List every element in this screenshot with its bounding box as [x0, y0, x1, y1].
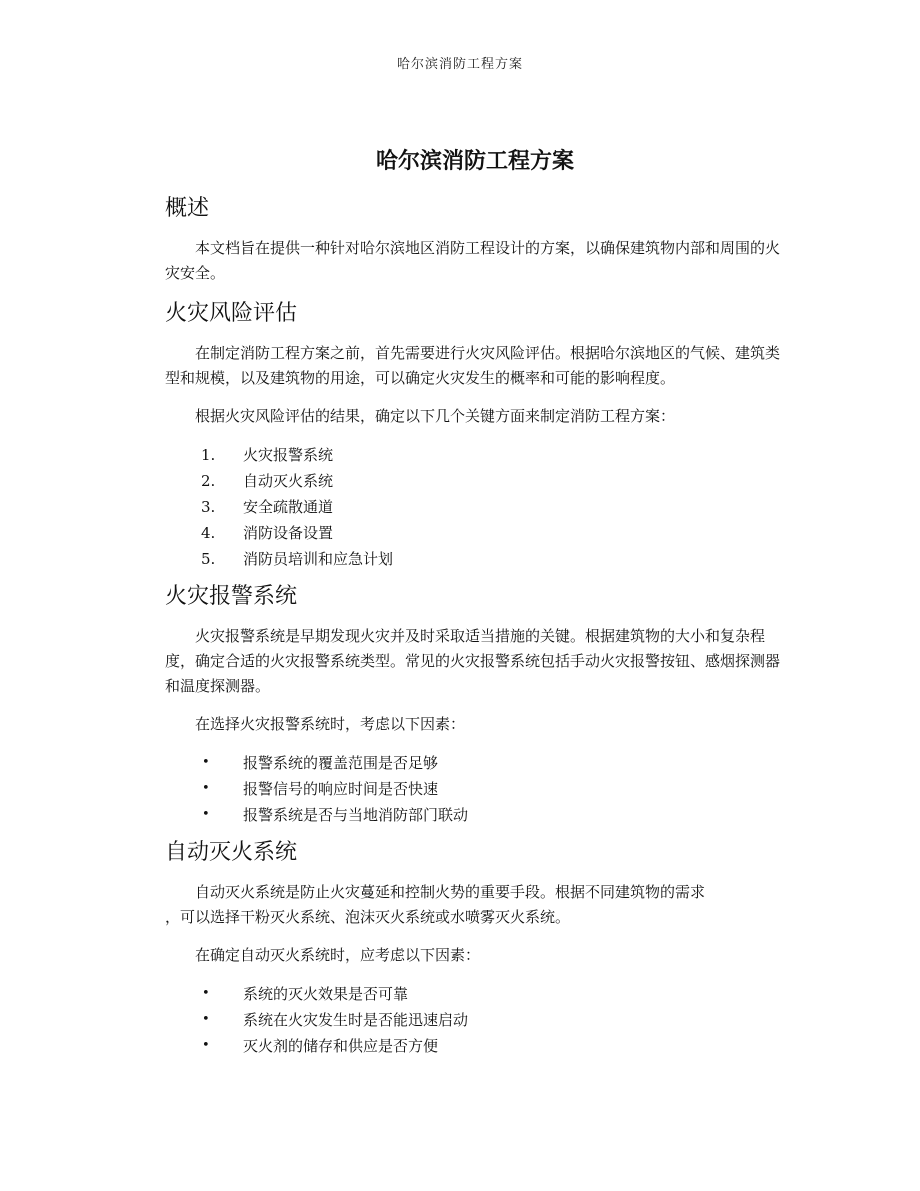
alarm-paragraph-1-text: 火灾报警系统是早期发现火灾并及时采取适当措施的关键。根据建筑物的大小和复杂程度，确定合适的火灾报警系统类型。常见的火灾报警系统包括手动火灾报警按钮、感烟探测器和温度探测器。: [165, 627, 781, 695]
list-number: 5.: [201, 550, 216, 568]
document-body: [165, 146, 785, 1069]
list-number: 3.: [201, 498, 216, 516]
extinguish-paragraph-2-text: 在确定自动灭火系统时，应考虑以下因素：: [195, 946, 481, 964]
section-heading-risk: 火灾风险评估: [165, 301, 298, 326]
list-item-text: 报警系统的覆盖范围是否足够: [243, 754, 439, 772]
list-item: [165, 546, 785, 572]
list-item: [165, 776, 785, 802]
list-item: [165, 1007, 785, 1033]
section-heading-overview: 概述: [165, 196, 210, 221]
extinguish-paragraph-1-line-2: ，可以选择干粉灭火系统、泡沫灭火系统或水喷雾灭火系统。: [165, 908, 571, 926]
list-item: [165, 520, 785, 546]
list-item: [165, 981, 785, 1007]
list-item-text: 消防设备设置: [243, 524, 334, 542]
extinguish-paragraph-1-line-1: 自动灭火系统是防止火灾蔓延和控制火势的重要手段。根据不同建筑物的需求: [195, 883, 706, 901]
list-number: 4.: [201, 524, 216, 542]
alarm-paragraph-1: [165, 624, 785, 699]
document-title: 哈尔滨消防工程方案: [375, 148, 574, 174]
list-item: [165, 1033, 785, 1059]
bullet-icon: •: [202, 807, 210, 822]
list-item-text: 报警系统是否与当地消防部门联动: [243, 806, 469, 824]
running-header: 哈尔滨消防工程方案: [396, 57, 523, 72]
list-item-text: 火灾报警系统: [243, 446, 334, 464]
extinguish-paragraph-2: [165, 943, 785, 968]
list-item-text: 安全疏散通道: [243, 498, 334, 516]
bullet-icon: •: [202, 1038, 210, 1053]
list-item: [165, 468, 785, 494]
list-item-text: 自动灭火系统: [243, 472, 334, 490]
section-heading-alarm: 火灾报警系统: [165, 584, 298, 609]
extinguish-paragraph-1: [165, 880, 785, 930]
extinguish-bullet-list: [165, 981, 785, 1059]
section-heading-extinguish: 自动灭火系统: [165, 840, 298, 865]
list-item-text: 系统的灭火效果是否可靠: [243, 985, 409, 1003]
risk-paragraph-1-text: 在制定消防工程方案之前，首先需要进行火灾风险评估。根据哈尔滨地区的气候、建筑类型和规模，以及建筑物的用途，可以确定火灾发生的概率和可能的影响程度。: [165, 344, 781, 387]
alarm-bullet-list: [165, 750, 785, 828]
list-item: [165, 750, 785, 776]
list-item: [165, 494, 785, 520]
list-item-text: 报警信号的响应时间是否快速: [243, 780, 439, 798]
list-number: 2.: [201, 472, 216, 490]
alarm-paragraph-2: [165, 712, 785, 737]
risk-paragraph-2: [165, 404, 785, 429]
list-number: 1.: [201, 446, 216, 464]
bullet-icon: •: [202, 755, 210, 770]
alarm-paragraph-2-text: 在选择火灾报警系统时，考虑以下因素：: [195, 715, 466, 733]
overview-paragraph: [165, 236, 785, 286]
overview-paragraph-text: 本文档旨在提供一种针对哈尔滨地区消防工程设计的方案，以确保建筑物内部和周围的火灾安全。: [165, 239, 781, 282]
list-item: [165, 802, 785, 828]
list-item-text: 消防员培训和应急计划: [243, 550, 394, 568]
risk-paragraph-1: [165, 341, 785, 391]
bullet-icon: •: [202, 1012, 210, 1027]
list-item: [165, 442, 785, 468]
list-item-text: 系统在火灾发生时是否能迅速启动: [243, 1011, 469, 1029]
list-item-text: 灭火剂的储存和供应是否方便: [243, 1037, 439, 1055]
risk-numbered-list: [165, 442, 785, 572]
bullet-icon: •: [202, 781, 210, 796]
bullet-icon: •: [202, 986, 210, 1001]
risk-paragraph-2-text: 根据火灾风险评估的结果，确定以下几个关键方面来制定消防工程方案：: [195, 407, 676, 425]
